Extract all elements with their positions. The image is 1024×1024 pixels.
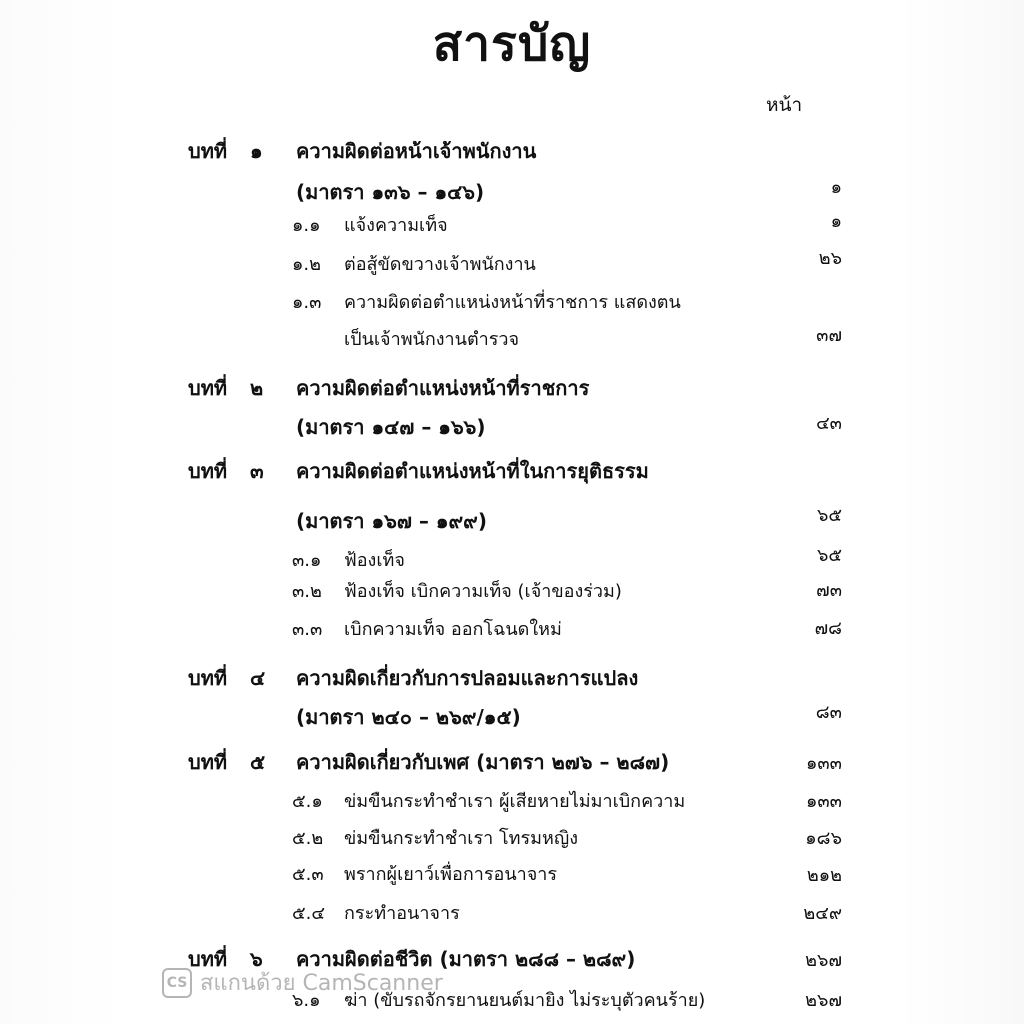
section-page: ๗๘ (814, 618, 842, 639)
scanner-watermark (162, 965, 443, 1000)
section-title-continued: เป็นเจ้าพนักงานตำรวจ (344, 329, 520, 350)
chapter-title: ความผิดเกี่ยวกับเพศ (มาตรา ๒๗๖ – ๒๘๗) (296, 750, 670, 774)
section-title: ข่มขืนกระทำชำเรา ผู้เสียหายไม่มาเบิกความ (344, 791, 686, 812)
chapter-title: ความผิดเกี่ยวกับการปลอมและการแปลง (296, 666, 639, 690)
section-title: พรากผู้เยาว์เพื่อการอนาจาร (344, 864, 558, 885)
section-page: ๑๘๖ (805, 828, 842, 849)
section-number: ๓.๒ (292, 581, 322, 602)
section-title: ฆ่า (ขับรถจักรยานยนต์มายิง ไม่ระบุตัวคนร้าย) (344, 990, 706, 1011)
page-column-label: หน้า (766, 94, 803, 116)
chapter-number: ๕ (250, 750, 266, 774)
chapter-number: ๒ (250, 376, 264, 400)
chapter-range-3: (มาตรา ๑๖๗ – ๑๙๙) (296, 509, 487, 533)
section-number: ๑.๓ (292, 292, 322, 313)
section-page: ๓๗ (816, 325, 842, 346)
section-title: ข่มขืนกระทำชำเรา โทรมหญิง (344, 828, 579, 849)
chapter-range-page-4: ๘๓ (815, 702, 842, 723)
section-number: ๕.๑ (292, 791, 323, 812)
chapter-title: ความผิดต่อตำแหน่งหน้าที่ราชการ (296, 376, 590, 400)
section-page: ๒๖๗ (805, 990, 842, 1011)
section-title: แจ้งความเท็จ (344, 215, 448, 236)
chapter-range-1: (มาตรา ๑๓๖ – ๑๔๖) (296, 180, 485, 204)
section-number: ๓.๓ (292, 619, 323, 640)
section-number: ๕.๔ (292, 903, 325, 924)
chapter-word: บทที่ (188, 376, 228, 400)
chapter-number: ๖ (250, 947, 263, 971)
watermark-text: สแกนด้วย CamScanner (200, 971, 443, 996)
section-number: ๓.๑ (292, 550, 322, 571)
section-number: ๕.๒ (292, 828, 324, 849)
chapter-range-page-1: ๑ (830, 177, 842, 198)
chapter-title: ความผิดต่อชีวิต (มาตรา ๒๘๘ – ๒๘๙) (296, 947, 636, 971)
section-page: ๑๓๓ (805, 791, 842, 812)
camscanner-logo-icon: CS (162, 968, 192, 998)
section-page: ๖๕ (816, 545, 842, 566)
section-number: ๖.๑ (292, 990, 321, 1011)
chapter-title: ความผิดต่อตำแหน่งหน้าที่ในการยุติธรรม (296, 459, 649, 483)
section-title: ต่อสู้ขัดขวางเจ้าพนักงาน (344, 254, 536, 275)
chapter-range-page-2: ๔๓ (816, 413, 842, 434)
page-title: สารบัญ (432, 16, 592, 72)
chapter-word: บทที่ (188, 139, 228, 163)
section-page: ๑ (830, 211, 842, 232)
section-title: ฟ้องเท็จ เบิกความเท็จ (เจ้าของร่วม) (344, 581, 622, 602)
chapter-page-6: ๒๖๗ (805, 950, 842, 971)
section-page: ๒๑๒ (806, 865, 842, 886)
chapter-page-5: ๑๓๓ (805, 753, 842, 774)
section-title: ความผิดต่อตำแหน่งหน้าที่ราชการ แสดงตน (344, 292, 681, 313)
section-title: ฟ้องเท็จ (344, 550, 405, 571)
chapter-word: บทที่ (188, 459, 228, 483)
section-page: ๗๓ (816, 580, 842, 601)
section-number: ๕.๓ (292, 864, 324, 885)
chapter-word: บทที่ (188, 666, 228, 690)
section-page: ๒๔๙ (803, 903, 842, 924)
chapter-range-page-3: ๖๕ (816, 505, 842, 526)
chapter-word: บทที่ (188, 947, 228, 971)
section-title: เบิกความเท็จ ออกโฉนดใหม่ (344, 619, 562, 640)
section-number: ๑.๑ (292, 215, 321, 236)
chapter-range-2: (มาตรา ๑๔๗ – ๑๖๖) (296, 415, 486, 439)
chapter-number: ๑ (250, 139, 263, 163)
section-page: ๒๖ (818, 248, 842, 269)
chapter-range-4: (มาตรา ๒๔๐ – ๒๖๙/๑๕) (296, 705, 521, 729)
chapter-title: ความผิดต่อหน้าเจ้าพนักงาน (296, 139, 537, 163)
chapter-word: บทที่ (188, 750, 228, 774)
section-number: ๑.๒ (292, 254, 322, 275)
chapter-number: ๔ (250, 666, 266, 690)
section-title: กระทำอนาจาร (344, 903, 460, 924)
chapter-number: ๓ (250, 459, 264, 483)
